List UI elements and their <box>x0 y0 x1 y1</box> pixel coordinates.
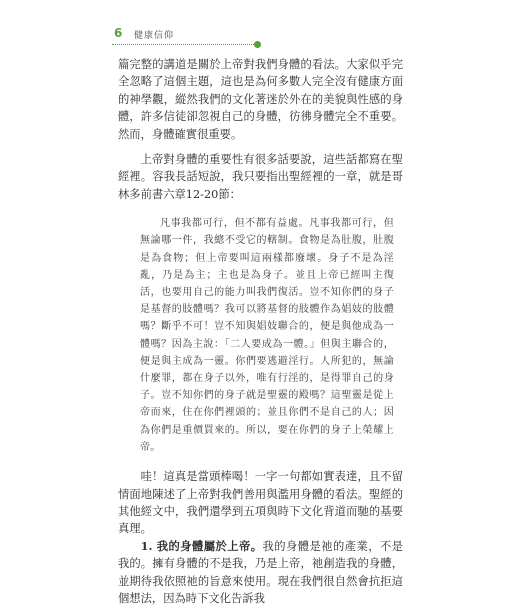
page-header <box>0 0 520 44</box>
scripture-quote-text: 凡事我都可行，但不都有益處。凡事我都可行，但無論哪一件，我總不受它的轄制。食物是為肚腹，肚腹是為食物；但上帝要叫這兩樣都廢壞。身子不是為淫亂，乃是為主；主也是為身子。並且上帝已經叫主復活，也要用自己的能力叫我們復活。豈不知你們的身子是基督的肢體嗎？我可以將基督的肢體作為娼妓的肢體嗎？斷乎不可！豈不知與娼妓聯合的，便是與他成為一體嗎？因為主說：「二人要成為一體。」但與主聯合的，便是與主成為一靈。你們要逃避淫行。人所犯的，無論什麼罪，都在身子以外，唯有行淫的，是得罪自己的身子。豈不知你們的身子就是聖靈的殿嗎？這聖靈是從上帝而來，住在你們裡頭的；並且你們不是自己的人；因為你們是重價買來的。所以，要在你們的身子上榮耀上帝。 <box>140 218 394 453</box>
paragraph-1: 篇完整的講道是關於上帝對我們身體的看法。大家似乎完全忽略了這個主題，這也是為何多數人完全沒有健康方面的神學觀，縱然我們的文化著迷於外在的美貌與性感的身體，許多信徒卻忽視自己的身體，彷彿身體完全不重要。然而，身體確實很重要。 <box>118 58 403 141</box>
scripture-quote <box>140 215 394 456</box>
paragraph-3: 哇！這真是當頭棒喝！一字一句都如實表達，且不留情面地陳述了上帝對我們善用與濫用身體的看法。聖經的其他經文中，我們還學到五項與時下文化背道而馳的基要真理。 <box>118 470 403 536</box>
header-rule <box>112 44 256 45</box>
point-heading: 1. 我的身體屬於上帝。 <box>140 538 263 553</box>
paragraph-gap <box>118 143 403 151</box>
paragraph-4 <box>118 538 403 607</box>
paragraph-2: 上帝對身體的重要性有很多話要說，這些話都寫在聖經裡。容我長話短說，我只要指出聖經裡的一章，就是哥林多前書六章12-20節： <box>118 153 403 201</box>
running-head: 健康信仰 <box>134 31 175 41</box>
point-body: 我的身體是祂的產業，不是我的。擁有身體的不是我，乃是上帝，祂創造我的身體，並期待我依照祂的旨意來使用。現在我們很自然會抗拒這個想法，因為時下文化告訴我 <box>118 539 403 605</box>
body-text <box>118 56 403 607</box>
page-number: 6 <box>114 26 123 40</box>
header-rule-dot <box>254 41 261 48</box>
